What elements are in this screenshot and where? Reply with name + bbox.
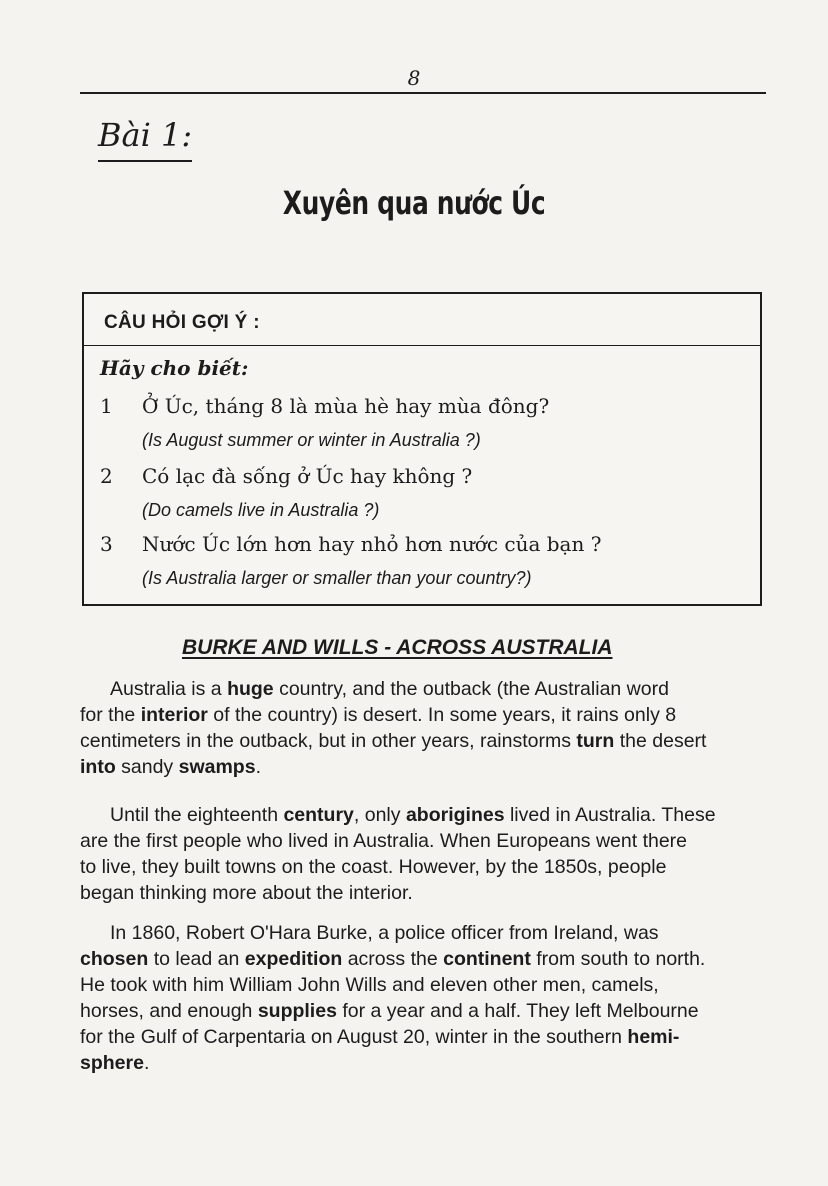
vocab-word: swamps bbox=[178, 756, 256, 778]
vocab-word: sphere bbox=[80, 1052, 144, 1074]
vocab-word: hemi- bbox=[627, 1026, 680, 1048]
article-paragraph: In 1860, Robert O'Hara Burke, a police officer from Ireland, was chosen to lead an expedition across the continent from south to north. He took with him William John Wills and eleven other men, camels, horses, and enough supplies for a year and a half. They left Melbourne for the Gulf of Carpentaria on August 20, winter in the southern hemi- sphere. bbox=[80, 922, 706, 1074]
page-number: 8 bbox=[407, 66, 421, 90]
vocab-word: chosen bbox=[80, 948, 149, 970]
question-prompt: Hãy cho biết: bbox=[100, 356, 249, 380]
vocab-word: into bbox=[80, 756, 116, 778]
article-paragraph: Australia is a huge country, and the outback (the Australian word for the interior of the country) is desert. In some years, it rains only 8 centimeters in the outback, but in other years, rainstorms turn the desert into sandy swamps. bbox=[80, 678, 707, 778]
question-number: 2 bbox=[100, 464, 113, 488]
question-text-en: (Is August summer or winter in Australia ?) bbox=[142, 430, 481, 450]
vocab-word: turn bbox=[576, 730, 615, 752]
question-number: 3 bbox=[100, 532, 113, 556]
vocab-word: supplies bbox=[257, 1000, 337, 1022]
vocab-word: continent bbox=[443, 948, 531, 970]
question-text-vi: Ở Úc, tháng 8 là mùa hè hay mùa đông? bbox=[142, 394, 550, 418]
vocab-word: expedition bbox=[244, 948, 343, 970]
question-text-vi: Nước Úc lớn hơn hay nhỏ hơn nước của bạn ? bbox=[142, 532, 602, 556]
vocab-word: interior bbox=[140, 704, 208, 726]
article-paragraph: Until the eighteenth century, only aborigines lived in Australia. These are the first people who lived in Australia. When Europeans went there to live, they built towns on the coast. However, by the 1850s, people began thinking more about the interior. bbox=[80, 804, 716, 904]
question-text-en: (Is Australia larger or smaller than your country?) bbox=[142, 568, 532, 588]
vocab-word: century bbox=[283, 804, 354, 826]
question-text-en: (Do camels live in Australia ?) bbox=[142, 500, 380, 520]
question-box bbox=[82, 292, 762, 606]
article-title: BURKE AND WILLS - ACROSS AUSTRALIA bbox=[182, 636, 613, 659]
question-number: 1 bbox=[100, 394, 113, 418]
lesson-label: Bài 1: bbox=[98, 116, 192, 162]
question-text-vi: Có lạc đà sống ở Úc hay không ? bbox=[142, 464, 473, 488]
header-rule bbox=[80, 92, 766, 94]
vocab-word: huge bbox=[227, 678, 274, 700]
lesson-title: Xuyên qua nước Úc bbox=[282, 184, 546, 222]
vocab-word: aborigines bbox=[405, 804, 505, 826]
question-box-header: CÂU HỎI GỢI Ý : bbox=[84, 294, 760, 346]
